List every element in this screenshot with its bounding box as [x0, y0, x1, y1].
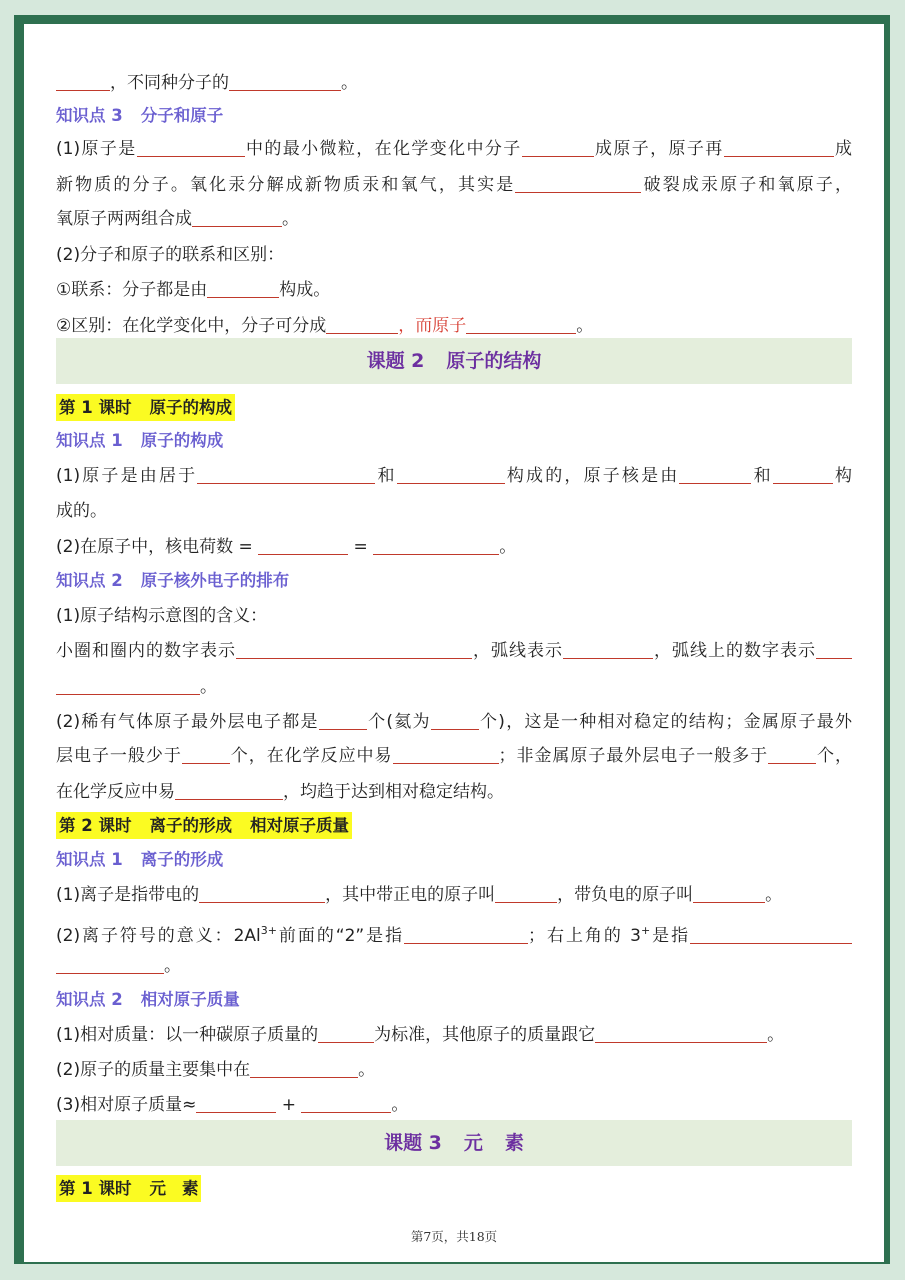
- blank: [196, 1094, 276, 1113]
- text: 在化学反应中易: [56, 782, 175, 802]
- kp-title: 相对原子质量: [140, 990, 240, 1009]
- blank: [182, 745, 230, 764]
- text: 成: [833, 139, 853, 159]
- lesson-heading: [56, 1175, 201, 1202]
- text-line: [56, 1093, 852, 1117]
- text: ，弧线上的数字表示: [653, 641, 816, 661]
- blank: [326, 315, 398, 334]
- blank: [522, 138, 594, 157]
- text: 个，在化学反应中易: [229, 746, 393, 766]
- kp-number: 知识点 2: [56, 571, 123, 590]
- text: 。: [164, 956, 181, 976]
- knowledge-point-heading: [56, 988, 852, 1012]
- text: (1)原子是由居于: [56, 466, 198, 486]
- kp-title: 原子的构成: [140, 431, 224, 450]
- text: ，带负电的原子叫: [557, 885, 694, 905]
- blank: [816, 640, 852, 659]
- text-line: [56, 710, 852, 734]
- kp-number: 知识点 2: [56, 990, 123, 1009]
- blank: [595, 1024, 767, 1043]
- banner-number: 课题 2: [366, 350, 425, 372]
- section-banner: [56, 338, 852, 384]
- text: ，均趋于达到相对稳定结构。: [283, 782, 504, 802]
- text: 小圈和圈内的数字表示: [56, 641, 236, 661]
- blank: [373, 536, 499, 555]
- text-line: [56, 883, 852, 907]
- text: 层电子一般少于: [56, 746, 182, 766]
- banner-title: 元: [463, 1132, 483, 1154]
- text: (2)稀有气体原子最外层电子都是: [56, 712, 319, 732]
- text: ②区别：在化学变化中，分子可分成: [56, 316, 327, 336]
- text: 。: [765, 885, 783, 905]
- text: ①联系：分子都是由: [56, 280, 208, 300]
- text: 前面的“2”是指: [276, 926, 405, 946]
- text-line: [56, 1023, 852, 1047]
- blank: [690, 925, 852, 944]
- text: 为标准，其他原子的质量跟它: [374, 1025, 596, 1045]
- text-line: [56, 314, 852, 338]
- text: ，其中带正电的原子叫: [325, 885, 496, 905]
- text-line: [56, 464, 852, 488]
- blank: [768, 745, 816, 764]
- text: 破裂成汞原子和氧原子，: [641, 175, 853, 195]
- lesson-title: 原子的构成: [149, 398, 232, 417]
- knowledge-point-heading: [56, 429, 852, 453]
- blank: [56, 955, 164, 974]
- banner-title: 原子的结构: [446, 350, 542, 372]
- text: (2)离子符号的意义：2Al: [56, 926, 261, 946]
- blank: [679, 465, 751, 484]
- text: 。: [282, 209, 299, 229]
- text-line: (1)原子结构示意图的含义：: [56, 606, 268, 626]
- kp-number: 知识点 1: [56, 850, 123, 869]
- text: 和: [751, 466, 773, 486]
- text: (1)相对质量：以一种碳原子质量的: [56, 1025, 319, 1045]
- text: (2)原子的质量主要集中在: [56, 1060, 251, 1080]
- blank: [236, 640, 472, 659]
- text: 。: [767, 1025, 785, 1045]
- lesson-title: 素: [181, 1179, 199, 1198]
- blank: [466, 315, 576, 334]
- text: 个，: [816, 746, 853, 766]
- text: 是指: [650, 926, 691, 946]
- text: 。: [391, 1095, 409, 1115]
- knowledge-point-heading: [56, 104, 852, 128]
- text: 。: [341, 73, 358, 93]
- lesson-number: 第 2 课时: [59, 816, 132, 835]
- knowledge-point-heading: [56, 848, 852, 872]
- text: 。: [200, 677, 217, 697]
- blank: [137, 138, 245, 157]
- text: 构成的，原子核是由: [504, 466, 680, 486]
- text-line: [56, 780, 852, 804]
- text-line: [56, 954, 852, 978]
- blank: [192, 208, 282, 227]
- kp-number: 知识点 3: [56, 106, 123, 125]
- text-line: [56, 71, 852, 95]
- kp-title: 离子的形成: [140, 850, 224, 869]
- text: 。: [576, 316, 594, 336]
- page-footer: 第7页，共18页: [410, 1229, 498, 1244]
- lesson-title: 离子的形成: [149, 816, 232, 835]
- text: 个)，这是一种相对稳定的结构；金属原子最外: [478, 712, 852, 732]
- text-line: [56, 919, 852, 948]
- text: 新物质的分子。氧化汞分解成新物质汞和氧气，其实是: [56, 175, 516, 195]
- text: 个(氦为: [366, 712, 431, 732]
- text-line: 成的。: [56, 501, 107, 521]
- blank: [258, 536, 348, 555]
- text: 构: [832, 466, 853, 486]
- text: ；非金属原子最外层电子一般多于: [498, 746, 769, 766]
- kp-title: 原子核外电子的排布: [140, 571, 290, 590]
- blank: [197, 465, 375, 484]
- blank: [693, 884, 765, 903]
- kp-title: 分子和原子: [140, 106, 224, 125]
- superscript: 3+: [260, 924, 277, 937]
- text-line: [56, 207, 852, 231]
- lesson-number: 第 1 课时: [59, 398, 132, 417]
- superscript: +: [640, 924, 651, 937]
- text-line: [56, 278, 852, 302]
- kp-number: 知识点 1: [56, 431, 123, 450]
- text-line: [56, 744, 852, 768]
- text: 中的最小微粒，在化学变化中分子: [244, 139, 522, 159]
- blank: [56, 72, 110, 91]
- text: 。: [499, 537, 517, 557]
- blank: [495, 884, 557, 903]
- blank: [175, 781, 283, 800]
- knowledge-point-heading: [56, 569, 852, 593]
- text: =: [353, 537, 368, 557]
- lesson-heading: [56, 812, 352, 839]
- text: ；右上角的 3: [528, 926, 641, 946]
- text-line: [56, 137, 852, 161]
- text: (2)在原子中，核电荷数 =: [56, 537, 253, 557]
- text: 构成。: [279, 280, 331, 300]
- text: +: [281, 1095, 296, 1115]
- text: 和: [375, 466, 397, 486]
- banner-number: 课题 3: [384, 1132, 442, 1154]
- document-page: [24, 24, 884, 1262]
- lesson-title: 元: [149, 1179, 166, 1198]
- lesson-heading: [56, 394, 235, 421]
- blank: [397, 465, 505, 484]
- text-line: [56, 173, 852, 197]
- banner-title: 素: [504, 1132, 524, 1154]
- text-line: [56, 535, 852, 559]
- blank: [393, 745, 499, 764]
- blank: [250, 1059, 358, 1078]
- text: (1)原子是: [56, 139, 137, 159]
- red-text: ，而原子: [398, 316, 467, 336]
- blank: [56, 676, 200, 695]
- blank: [404, 925, 528, 944]
- section-banner: [56, 1120, 852, 1166]
- blank: [229, 72, 341, 91]
- blank: [207, 279, 279, 298]
- text-line: [56, 639, 852, 663]
- text-line: [56, 1058, 852, 1082]
- lesson-subtitle: 相对原子质量: [249, 816, 349, 835]
- text: ，弧线表示: [472, 641, 563, 661]
- blank: [301, 1094, 391, 1113]
- blank: [515, 174, 641, 193]
- blank: [318, 1024, 374, 1043]
- blank: [199, 884, 325, 903]
- text: 成原子，原子再: [593, 139, 724, 159]
- text: 。: [358, 1060, 376, 1080]
- text: (1)离子是指带电的: [56, 885, 200, 905]
- text-line: (2)分子和原子的联系和区别：: [56, 245, 285, 265]
- text: ，不同种分子的: [110, 73, 229, 93]
- lesson-number: 第 1 课时: [59, 1179, 132, 1198]
- text-line: [56, 675, 852, 699]
- blank: [319, 711, 367, 730]
- text: 氧原子两两组合成: [56, 209, 192, 229]
- blank: [431, 711, 479, 730]
- blank: [724, 138, 834, 157]
- text: (3)相对原子质量≈: [56, 1095, 197, 1115]
- blank: [773, 465, 833, 484]
- blank: [563, 640, 653, 659]
